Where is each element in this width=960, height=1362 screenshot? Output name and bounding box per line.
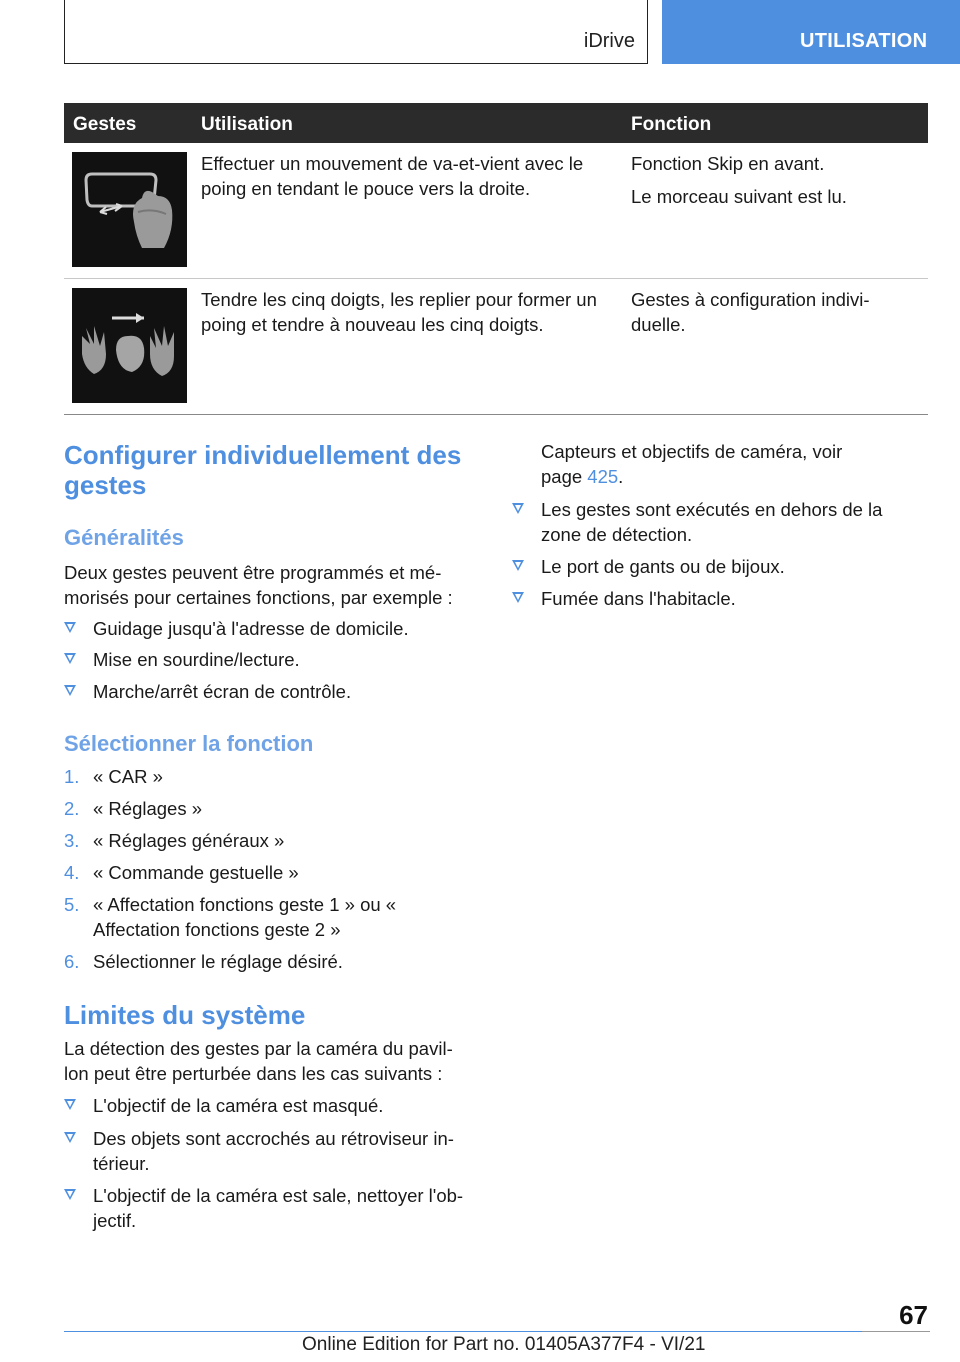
footer-divider-end	[862, 1331, 930, 1332]
col-header-gestes: Gestes	[73, 114, 137, 135]
step-text: Sélectionner le réglage désiré.	[93, 951, 343, 972]
bullet-triangle-icon	[512, 560, 524, 571]
fonction-line: Fonction Skip en avant.	[631, 153, 825, 174]
bullet-triangle-icon	[64, 1099, 76, 1110]
list-item-text: L'objectif de la caméra est masqué.	[93, 1095, 384, 1116]
limits-title: Limites du système	[64, 1000, 306, 1030]
limits-text: La détection des gestes par la caméra du pavil‐ lon peut être perturbée dans les cas suivants :	[64, 1038, 453, 1084]
bullet-triangle-icon	[64, 653, 76, 664]
row-utilisation: Effectuer un mouvement de va-et-vient avec le poing en tendant le pouce vers la droite.	[201, 153, 584, 199]
step-number: 1.	[64, 766, 80, 787]
step-text: « Réglages »	[93, 798, 203, 819]
right-continued-text	[541, 439, 871, 489]
step-number: 2.	[64, 798, 80, 819]
list-item-text: L'objectif de la caméra est sale, nettoyer l'ob‐ jectif.	[93, 1185, 464, 1231]
general-title: Généralités	[64, 525, 184, 550]
bullet-triangle-icon	[512, 503, 524, 514]
bullet-triangle-icon	[64, 1132, 76, 1143]
step-text: « Réglages généraux »	[93, 830, 285, 851]
header-chapter-tab	[662, 0, 960, 64]
configure-title: Configurer individuellement des gestes	[64, 440, 462, 500]
header-frame	[64, 0, 648, 64]
list-item-text: Le port de gants ou de bijoux.	[541, 556, 785, 577]
list-item-text: Les gestes sont exécutés en dehors de la zone de détection.	[541, 499, 883, 545]
col-header-utilisation: Utilisation	[201, 114, 293, 135]
table-header	[64, 103, 928, 143]
list-item-text: Des objets sont accrochés au rétroviseur in‐ térieur.	[93, 1128, 454, 1174]
select-title: Sélectionner la fonction	[64, 731, 314, 756]
list-item-text: Fumée dans l'habitacle.	[541, 588, 736, 609]
footer-edition: Online Edition for Part no. 01405A377F4 - VI/21	[302, 1334, 706, 1355]
gesture-table	[64, 103, 928, 415]
fonction-line: Le morceau suivant est lu.	[631, 186, 847, 207]
header-chapter-label: UTILISATION	[800, 30, 928, 52]
page-number: 67	[899, 1300, 928, 1330]
step-text: « Commande gestuelle »	[93, 862, 299, 883]
step-number: 5.	[64, 894, 80, 915]
step-text: « CAR »	[93, 766, 163, 787]
general-text: Deux gestes peuvent être programmés et mé‐ morisés pour certaines fonctions, par exemple :	[64, 562, 453, 608]
step-number: 3.	[64, 830, 80, 851]
gesture-thumbs-swipe-image	[72, 152, 187, 267]
table-row	[64, 279, 928, 415]
table-row	[64, 143, 928, 279]
list-item-text: Marche/arrêt écran de contrôle.	[93, 681, 352, 702]
gesture-swipe-icon	[72, 152, 187, 267]
step-number: 4.	[64, 862, 80, 883]
continued-text-end: .	[618, 466, 624, 487]
list-item-text: Mise en sourdine/lecture.	[93, 649, 300, 670]
gesture-five-fingers-image	[72, 288, 187, 403]
footer-divider	[64, 1331, 862, 1332]
continued-text: Capteurs et objectifs de caméra, voir page	[541, 441, 843, 487]
bullet-triangle-icon	[64, 685, 76, 696]
list-item-text: Guidage jusqu'à l'adresse de domicile.	[93, 618, 409, 639]
fonction-line: Gestes à configuration indivi‐ duelle.	[631, 289, 870, 335]
row-fonction	[631, 287, 928, 345]
bullet-triangle-icon	[512, 592, 524, 603]
bullet-triangle-icon	[64, 622, 76, 633]
step-text: « Affectation fonctions geste 1 » ou « Affectation fonctions geste 2 »	[93, 894, 397, 940]
page-link[interactable]: 425	[587, 466, 619, 487]
row-fonction	[631, 151, 928, 217]
bullet-triangle-icon	[64, 1189, 76, 1200]
step-number: 6.	[64, 951, 80, 972]
gesture-hands-icon	[72, 288, 187, 403]
col-header-fonction: Fonction	[631, 114, 712, 135]
row-utilisation: Tendre les cinq doigts, les replier pour former un poing et tendre à nouveau les cinq doigts.	[201, 289, 597, 335]
header-section: iDrive	[583, 30, 635, 52]
